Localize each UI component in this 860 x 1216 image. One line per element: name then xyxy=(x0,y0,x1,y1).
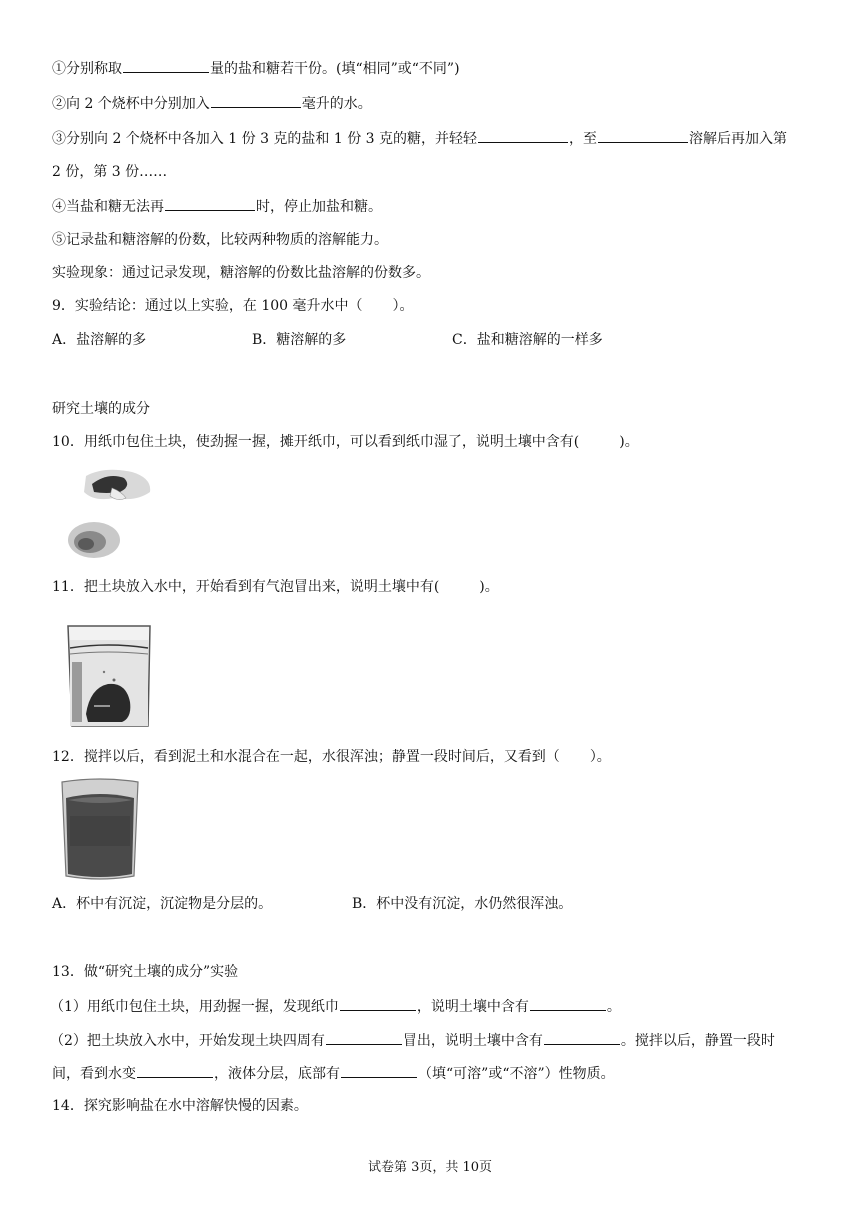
q12-option-b[interactable]: B．杯中没有沉淀，水仍然很浑浊。 xyxy=(352,896,573,912)
question-13-part-1: （1）用纸巾包住土块，用劲握一握，发现纸巾 ，说明土壤中含有 。 xyxy=(50,996,820,1017)
answer-blank[interactable] xyxy=(544,1030,620,1045)
experiment-phenomenon: 实验现象：通过记录发现，糖溶解的份数比盐溶解的份数多。 xyxy=(52,265,430,281)
question-9: 9．实验结论：通过以上实验，在 100 毫升水中（ ）。 xyxy=(52,298,414,314)
answer-blank[interactable] xyxy=(340,996,416,1011)
answer-blank[interactable] xyxy=(211,93,301,108)
question-14: 14．探究影响盐在水中溶解快慢的因素。 xyxy=(52,1098,308,1114)
procedure-step-1: ①分别称取 量的盐和糖若干份。(填“相同”或“不同”) xyxy=(52,58,820,79)
tissue-soil-photo xyxy=(64,462,160,562)
procedure-step-3-cont: 2 份，第 3 份…… xyxy=(52,164,168,180)
answer-blank[interactable] xyxy=(478,128,568,143)
section-title: 研究土壤的成分 xyxy=(52,401,150,417)
q12-option-a[interactable]: A．杯中有沉淀，沉淀物是分层的。 xyxy=(52,896,273,912)
answer-blank[interactable] xyxy=(598,128,688,143)
page-footer: 试卷第 3页，共 10页 xyxy=(367,1160,493,1175)
question-13-title: 13．做“研究土壤的成分”实验 xyxy=(52,964,239,980)
answer-blank[interactable] xyxy=(530,996,606,1011)
answer-blank[interactable] xyxy=(137,1063,213,1078)
beaker-muddy-water-photo xyxy=(60,776,140,880)
procedure-step-4: ④当盐和糖无法再 时，停止加盐和糖。 xyxy=(52,196,820,217)
q9-option-a[interactable]: A．盐溶解的多 xyxy=(52,332,147,348)
answer-blank[interactable] xyxy=(165,196,255,211)
question-12: 12．搅拌以后，看到泥土和水混合在一起，水很浑浊；静置一段时间后，又看到（ ）。 xyxy=(52,749,611,765)
question-13-part-2: （2）把土块放入水中，开始发现土块四周有 冒出，说明土壤中含有 。搅拌以后，静置一段时 xyxy=(50,1030,820,1051)
question-13-part-2-cont: 间，看到水变 ，液体分层，底部有 （填“可溶”或“不溶”）性物质。 xyxy=(52,1063,820,1084)
answer-blank[interactable] xyxy=(326,1030,402,1045)
question-10: 10．用纸巾包住土块，使劲握一握，摊开纸巾，可以看到纸巾湿了，说明土壤中含有( )。 xyxy=(52,434,639,450)
procedure-step-3: ③分别向 2 个烧杯中各加入 1 份 3 克的盐和 1 份 3 克的糖，并轻轻 ，至 溶解后再加入第 xyxy=(52,128,820,149)
procedure-step-2: ②向 2 个烧杯中分别加入 毫升的水。 xyxy=(52,93,820,114)
answer-blank[interactable] xyxy=(341,1063,417,1078)
question-11: 11．把土块放入水中，开始看到有气泡冒出来，说明土壤中有( )。 xyxy=(52,579,499,595)
procedure-step-5: ⑤记录盐和糖溶解的份数，比较两种物质的溶解能力。 xyxy=(52,232,388,248)
beaker-bubbles-photo xyxy=(64,622,154,728)
q9-option-b[interactable]: B．糖溶解的多 xyxy=(252,332,347,348)
q9-option-c[interactable]: C．盐和糖溶解的一样多 xyxy=(452,332,603,348)
answer-blank[interactable] xyxy=(123,58,209,73)
